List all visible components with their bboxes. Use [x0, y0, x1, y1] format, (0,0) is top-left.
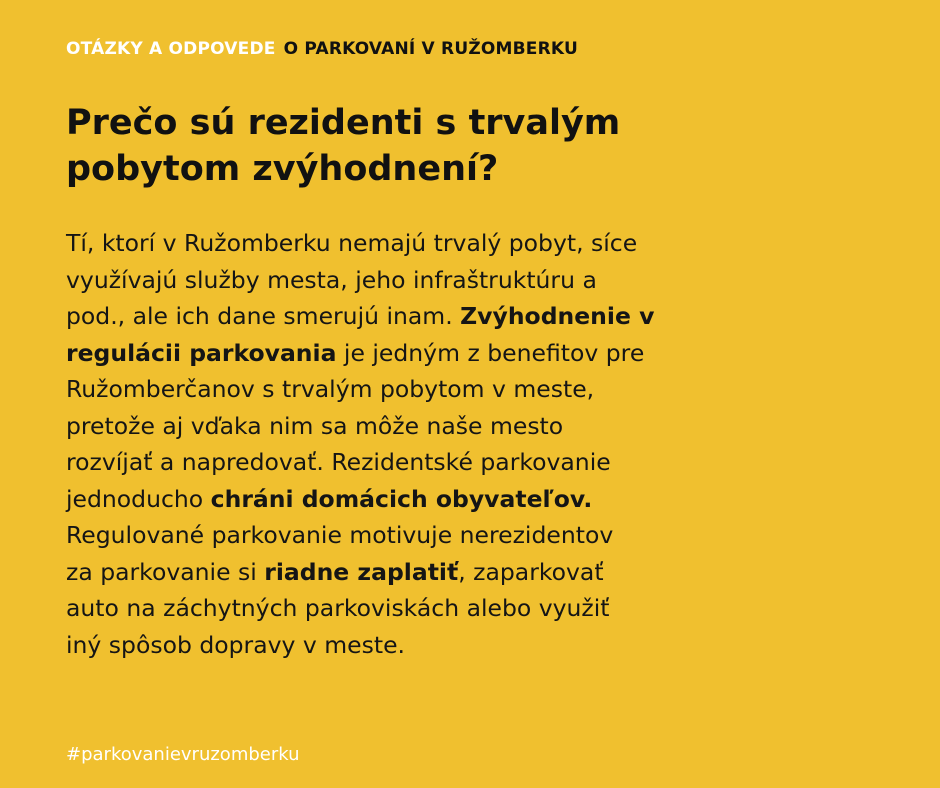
- answer-text: Tí, ktorí v Ružomberku nemajú trvalý pobyt, síce: [66, 229, 638, 257]
- answer-emphasis: Zvýhodnenie v: [460, 302, 655, 330]
- hashtag-link[interactable]: #parkovanievruzomberku: [66, 744, 300, 765]
- headline-line-2: pobytom zvýhodnení?: [66, 149, 499, 189]
- answer-line: [66, 298, 866, 335]
- question-headline: [66, 100, 846, 192]
- answer-line: [66, 335, 866, 372]
- answer-text: Ružomberčanov s trvalým pobytom v meste,: [66, 375, 595, 403]
- answer-text: je jedným z benefitov pre: [336, 338, 645, 367]
- headline-line-1: Prečo sú rezidenti s trvalým: [66, 103, 621, 143]
- answer-text: , zaparkovať: [458, 557, 604, 586]
- answer-line: [66, 225, 866, 262]
- answer-emphasis: chráni domácich obyvateľov.: [210, 484, 593, 513]
- answer-text: využívajú služby mesta, jeho infraštruktúru a: [66, 265, 597, 294]
- section-kicker: [66, 39, 578, 59]
- answer-line: [66, 481, 866, 518]
- answer-line: [66, 554, 866, 591]
- answer-emphasis: regulácii parkovania: [66, 338, 337, 367]
- answer-emphasis: riadne zaplatiť: [264, 557, 459, 586]
- answer-line: [66, 408, 866, 445]
- answer-line: [66, 627, 866, 664]
- kicker-label-primary: OTÁZKY A ODPOVEDE: [66, 39, 276, 59]
- answer-text: Regulované parkovanie motivuje nerezidentov: [66, 521, 614, 549]
- answer-line: [66, 371, 866, 408]
- answer-text: pod., ale ich dane smerujú inam.: [66, 302, 461, 330]
- answer-text: za parkovanie si: [66, 557, 265, 586]
- answer-text: auto na záchytných parkoviskách alebo využiť: [66, 594, 610, 622]
- answer-text: jednoducho: [66, 484, 211, 513]
- answer-line: [66, 444, 866, 481]
- kicker-label-secondary: O PARKOVANÍ V RUŽOMBERKU: [283, 39, 578, 59]
- answer-text: rozvíjať a napredovať. Rezidentské parkovanie: [66, 448, 611, 476]
- answer-text: pretože aj vďaka nim sa môže naše mesto: [66, 411, 564, 440]
- answer-line: [66, 590, 866, 627]
- answer-paragraph: [66, 225, 866, 663]
- answer-line: [66, 262, 866, 299]
- answer-text: iný spôsob dopravy v meste.: [66, 630, 406, 659]
- answer-line: [66, 517, 866, 554]
